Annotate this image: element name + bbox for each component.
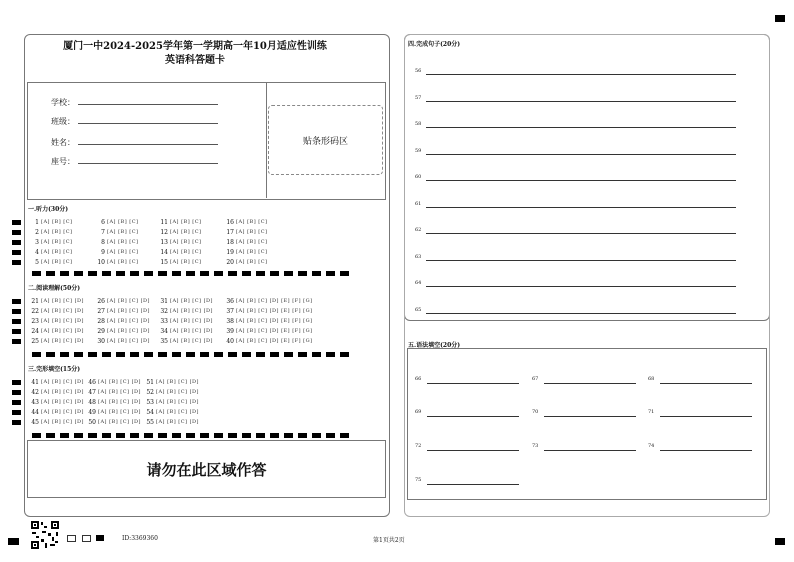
dash-segment bbox=[130, 433, 139, 438]
answer-options[interactable]: [A] [B] [C] [D] bbox=[41, 318, 84, 324]
question-number: 3 bbox=[35, 239, 39, 246]
barcode-area: 贴条形码区 bbox=[268, 105, 383, 175]
answer-options[interactable]: [A] [B] [C] [D] [E] [F] [G] bbox=[236, 318, 313, 324]
seat-label: 座号： bbox=[51, 157, 75, 166]
answer-options[interactable]: [A] [B] [C] [D] bbox=[107, 328, 150, 334]
question-number: 47 bbox=[88, 389, 96, 396]
question-number: 31 bbox=[160, 298, 168, 305]
answer-options[interactable]: [A] [B] [C] [D] bbox=[107, 298, 150, 304]
question-number: 15 bbox=[160, 259, 168, 266]
question-number: 43 bbox=[31, 399, 39, 406]
dash-segment bbox=[214, 271, 223, 276]
answer-options[interactable]: [A] [B] [C] [D] bbox=[170, 308, 213, 314]
dash-segment bbox=[172, 271, 181, 276]
dash-segment bbox=[284, 271, 293, 276]
school-label: 学校： bbox=[51, 98, 75, 107]
question-number: 30 bbox=[97, 338, 105, 345]
answer-options[interactable]: [A] [B] [C] bbox=[170, 239, 202, 245]
sentence-number: 59 bbox=[415, 147, 422, 154]
answer-options[interactable]: [A] [B] [C] bbox=[107, 259, 139, 265]
sentence-number: 57 bbox=[415, 94, 422, 101]
question-number: 49 bbox=[88, 409, 96, 416]
grammar-number: 68 bbox=[648, 376, 655, 382]
dash-segment bbox=[172, 433, 181, 438]
exam-title: 厦门一中2024-2025学年第一学期高一年10月适应性训练 bbox=[63, 41, 327, 52]
question-number: 12 bbox=[160, 229, 168, 236]
answer-options[interactable]: [A] [B] [C] [D] bbox=[41, 338, 84, 344]
timing-mark bbox=[12, 250, 21, 255]
dash-segment bbox=[270, 352, 279, 357]
dash-segment bbox=[186, 433, 195, 438]
answer-options[interactable]: [A] [B] [C] bbox=[170, 219, 202, 225]
dash-segment bbox=[60, 352, 69, 357]
question-number: 51 bbox=[146, 379, 154, 386]
dash-segment bbox=[172, 352, 181, 357]
answer-options[interactable]: [A] [B] [C] [D] bbox=[41, 389, 84, 395]
info-divider bbox=[266, 82, 267, 198]
dash-segment bbox=[116, 433, 125, 438]
dash-separator bbox=[32, 352, 349, 357]
dash-segment bbox=[46, 271, 55, 276]
question-number: 13 bbox=[160, 239, 168, 246]
seat-line[interactable] bbox=[78, 163, 218, 164]
right-panel bbox=[404, 34, 770, 517]
name-label: 姓名： bbox=[51, 138, 75, 147]
answer-options[interactable]: [A] [B] [C] [D] [E] [F] [G] bbox=[236, 338, 313, 344]
question-number: 20 bbox=[226, 259, 234, 266]
question-number: 33 bbox=[160, 318, 168, 325]
dash-segment bbox=[144, 433, 153, 438]
dash-segment bbox=[102, 271, 111, 276]
dash-segment bbox=[256, 271, 265, 276]
answer-options[interactable]: [A] [B] [C] bbox=[236, 259, 268, 265]
grammar-number: 70 bbox=[532, 409, 539, 415]
dash-segment bbox=[88, 352, 97, 357]
dash-segment bbox=[298, 352, 307, 357]
class-line[interactable] bbox=[78, 123, 218, 124]
dash-segment bbox=[60, 433, 69, 438]
dash-segment bbox=[242, 271, 251, 276]
grammar-number: 72 bbox=[415, 443, 422, 449]
question-number: 10 bbox=[97, 259, 105, 266]
question-number: 23 bbox=[31, 318, 39, 325]
question-number: 14 bbox=[160, 249, 168, 256]
dash-segment bbox=[326, 271, 335, 276]
dash-segment bbox=[298, 433, 307, 438]
answer-options[interactable]: [A] [B] [C] [D] bbox=[170, 328, 213, 334]
dash-segment bbox=[256, 352, 265, 357]
answer-options[interactable]: [A] [B] [C] [D] bbox=[107, 308, 150, 314]
registration-mark bbox=[8, 538, 19, 545]
sentence-number: 64 bbox=[415, 280, 422, 286]
answer-options[interactable]: [A] [B] [C] bbox=[107, 229, 139, 235]
answer-options[interactable]: [A] [B] [C] [D] bbox=[107, 338, 150, 344]
timing-mark bbox=[12, 260, 21, 265]
answer-options[interactable]: [A] [B] [C] bbox=[41, 259, 73, 265]
question-number: 37 bbox=[226, 308, 234, 315]
question-number: 25 bbox=[31, 338, 39, 345]
question-number: 50 bbox=[88, 419, 96, 426]
sentence-number: 65 bbox=[415, 306, 422, 313]
answer-options[interactable]: [A] [B] [C] [D] bbox=[98, 379, 141, 385]
dash-segment bbox=[228, 271, 237, 276]
question-number: 21 bbox=[31, 298, 39, 305]
dash-segment bbox=[312, 352, 321, 357]
dash-segment bbox=[242, 433, 251, 438]
answer-options[interactable]: [A] [B] [C] [D] bbox=[170, 338, 213, 344]
answer-options[interactable]: [A] [B] [C] bbox=[41, 219, 73, 225]
answer-options[interactable]: [A] [B] [C] [D] bbox=[98, 409, 141, 415]
answer-options[interactable]: [A] [B] [C] [D] bbox=[41, 419, 84, 425]
dash-segment bbox=[144, 352, 153, 357]
question-number: 1 bbox=[35, 219, 39, 226]
dash-segment bbox=[200, 352, 209, 357]
section-grammar-title: 五.语法填空(20分) bbox=[408, 342, 461, 349]
dash-segment bbox=[284, 433, 293, 438]
answer-options[interactable]: [A] [B] [C] bbox=[170, 249, 202, 255]
question-number: 34 bbox=[160, 328, 168, 335]
dash-segment bbox=[88, 433, 97, 438]
answer-options[interactable]: [A] [B] [C] bbox=[41, 229, 73, 235]
dash-segment bbox=[256, 433, 265, 438]
question-number: 39 bbox=[226, 328, 234, 335]
dash-separator bbox=[32, 271, 349, 276]
dash-segment bbox=[102, 433, 111, 438]
answer-options[interactable]: [A] [B] [C] [D] bbox=[41, 379, 84, 385]
timing-mark bbox=[12, 400, 21, 405]
section-sentences-title: 四.完成句子(20分) bbox=[408, 41, 461, 48]
answer-options[interactable]: [A] [B] [C] bbox=[236, 219, 268, 225]
question-number: 8 bbox=[101, 239, 105, 246]
dash-segment bbox=[340, 352, 349, 357]
dash-segment bbox=[32, 433, 41, 438]
answer-options[interactable]: [A] [B] [C] [D] bbox=[98, 389, 141, 395]
question-number: 27 bbox=[97, 308, 105, 315]
dash-segment bbox=[228, 433, 237, 438]
question-number: 32 bbox=[160, 308, 168, 315]
dash-segment bbox=[60, 271, 69, 276]
answer-options[interactable]: [A] [B] [C] [D] bbox=[170, 298, 213, 304]
answer-options[interactable]: [A] [B] [C] [D] bbox=[41, 399, 84, 405]
answer-options[interactable]: [A] [B] [C] [D] [E] [F] [G] bbox=[236, 298, 313, 304]
section-cloze-title: 三.完形填空(15分) bbox=[28, 366, 81, 373]
question-number: 4 bbox=[35, 249, 39, 256]
timing-mark bbox=[12, 319, 21, 324]
answer-options[interactable]: [A] [B] [C] [D] bbox=[107, 318, 150, 324]
dash-segment bbox=[186, 271, 195, 276]
dash-segment bbox=[130, 271, 139, 276]
dash-segment bbox=[32, 352, 41, 357]
answer-options[interactable]: [A] [B] [C] bbox=[236, 249, 268, 255]
dash-segment bbox=[298, 271, 307, 276]
question-number: 19 bbox=[226, 249, 234, 256]
answer-options[interactable]: [A] [B] [C] [D] bbox=[98, 399, 141, 405]
dash-segment bbox=[214, 433, 223, 438]
section-listening-title: 一.听力(30分) bbox=[28, 206, 69, 213]
grammar-number: 69 bbox=[415, 409, 422, 415]
question-number: 42 bbox=[31, 389, 39, 396]
timing-mark bbox=[12, 380, 21, 385]
question-number: 22 bbox=[31, 308, 39, 315]
grammar-number: 73 bbox=[532, 443, 539, 449]
answer-options[interactable]: [A] [B] [C] [D] bbox=[156, 379, 199, 385]
dash-segment bbox=[340, 271, 349, 276]
dash-segment bbox=[130, 352, 139, 357]
timing-mark bbox=[12, 420, 21, 425]
dash-segment bbox=[326, 433, 335, 438]
grammar-number: 66 bbox=[415, 376, 422, 382]
question-number: 18 bbox=[226, 239, 234, 246]
answer-options[interactable]: [A] [B] [C] [D] bbox=[41, 298, 84, 304]
question-number: 17 bbox=[226, 229, 234, 236]
dash-segment bbox=[102, 352, 111, 357]
question-number: 5 bbox=[35, 259, 39, 266]
grammar-number: 67 bbox=[532, 376, 539, 382]
dash-segment bbox=[326, 352, 335, 357]
checkbox-square bbox=[67, 535, 76, 542]
answer-options[interactable]: [A] [B] [C] [D] bbox=[98, 419, 141, 425]
question-number: 29 bbox=[97, 328, 105, 335]
dash-segment bbox=[158, 271, 167, 276]
answer-options[interactable]: [A] [B] [C] [D] [E] [F] [G] bbox=[236, 308, 313, 314]
question-number: 54 bbox=[146, 409, 154, 416]
question-number: 41 bbox=[31, 379, 39, 386]
answer-options[interactable]: [A] [B] [C] [D] bbox=[41, 328, 84, 334]
dash-segment bbox=[46, 433, 55, 438]
page-number: 第1页共2页 bbox=[373, 537, 405, 544]
dash-segment bbox=[270, 433, 279, 438]
timing-mark bbox=[12, 410, 21, 415]
question-number: 36 bbox=[226, 298, 234, 305]
card-id: ID:3369360 bbox=[122, 535, 158, 542]
answer-options[interactable]: [A] [B] [C] [D] bbox=[41, 409, 84, 415]
question-number: 53 bbox=[146, 399, 154, 406]
timing-mark bbox=[12, 240, 21, 245]
answer-options[interactable]: [A] [B] [C] [D] [E] [F] [G] bbox=[236, 328, 313, 334]
timing-mark bbox=[12, 220, 21, 225]
question-number: 26 bbox=[97, 298, 105, 305]
question-number: 44 bbox=[31, 409, 39, 416]
dash-segment bbox=[46, 352, 55, 357]
dash-segment bbox=[312, 433, 321, 438]
dash-segment bbox=[242, 352, 251, 357]
registration-mark bbox=[775, 15, 785, 22]
sentence-number: 56 bbox=[415, 68, 422, 74]
question-number: 46 bbox=[88, 379, 96, 386]
answer-options[interactable]: [A] [B] [C] bbox=[236, 229, 268, 235]
dash-segment bbox=[284, 352, 293, 357]
question-number: 9 bbox=[101, 249, 105, 256]
timing-mark bbox=[12, 390, 21, 395]
dash-segment bbox=[74, 271, 83, 276]
dash-segment bbox=[200, 271, 209, 276]
sentence-number: 60 bbox=[415, 174, 422, 180]
registration-mark bbox=[775, 538, 785, 545]
answer-options[interactable]: [A] [B] [C] [D] bbox=[156, 389, 199, 395]
answer-options[interactable]: [A] [B] [C] [D] bbox=[156, 399, 199, 405]
question-number: 35 bbox=[160, 338, 168, 345]
dash-segment bbox=[74, 352, 83, 357]
grammar-number: 75 bbox=[415, 477, 422, 483]
checkbox-square bbox=[82, 535, 91, 542]
dash-segment bbox=[116, 352, 125, 357]
question-number: 45 bbox=[31, 419, 39, 426]
question-number: 2 bbox=[35, 229, 39, 236]
timing-mark bbox=[12, 309, 21, 314]
answer-options[interactable]: [A] [B] [C] bbox=[236, 239, 268, 245]
filled-square bbox=[96, 535, 104, 541]
sentence-number: 61 bbox=[415, 200, 422, 207]
dash-segment bbox=[228, 352, 237, 357]
question-number: 38 bbox=[226, 318, 234, 325]
question-number: 55 bbox=[146, 419, 154, 426]
timing-mark bbox=[12, 329, 21, 334]
answer-options[interactable]: [A] [B] [C] bbox=[41, 239, 73, 245]
question-number: 52 bbox=[146, 389, 154, 396]
qr-code-icon bbox=[30, 520, 60, 550]
grammar-number: 74 bbox=[648, 443, 655, 449]
school-line[interactable] bbox=[78, 104, 218, 105]
answer-options[interactable]: [A] [B] [C] [D] bbox=[41, 308, 84, 314]
answer-options[interactable]: [A] [B] [C] bbox=[170, 259, 202, 265]
answer-options[interactable]: [A] [B] [C] [D] bbox=[170, 318, 213, 324]
dash-separator bbox=[32, 433, 349, 438]
dash-segment bbox=[158, 433, 167, 438]
answer-options[interactable]: [A] [B] [C] bbox=[170, 229, 202, 235]
sentence-number: 58 bbox=[415, 121, 422, 127]
answer-options[interactable]: [A] [B] [C] bbox=[41, 249, 73, 255]
timing-mark bbox=[12, 230, 21, 235]
question-number: 24 bbox=[31, 328, 39, 335]
question-number: 11 bbox=[160, 219, 168, 226]
dash-segment bbox=[340, 433, 349, 438]
timing-mark bbox=[12, 339, 21, 344]
exam-subtitle: 英语科答题卡 bbox=[165, 55, 225, 66]
question-number: 6 bbox=[101, 219, 105, 226]
answer-options[interactable]: [A] [B] [C] bbox=[107, 219, 139, 225]
dash-segment bbox=[144, 271, 153, 276]
sentence-number: 62 bbox=[415, 227, 422, 233]
section-reading-title: 二.阅读理解(50分) bbox=[28, 285, 81, 292]
dash-segment bbox=[32, 271, 41, 276]
question-number: 28 bbox=[97, 318, 105, 325]
sentence-number: 63 bbox=[415, 253, 422, 260]
answer-options[interactable]: [A] [B] [C] [D] bbox=[156, 419, 199, 425]
question-number: 16 bbox=[226, 219, 234, 226]
timing-mark bbox=[12, 299, 21, 304]
dash-segment bbox=[88, 271, 97, 276]
class-label: 班级： bbox=[51, 117, 75, 126]
dash-segment bbox=[200, 433, 209, 438]
no-write-area: 请勿在此区域作答 bbox=[27, 440, 386, 498]
name-line[interactable] bbox=[78, 144, 218, 145]
dash-segment bbox=[214, 352, 223, 357]
answer-options[interactable]: [A] [B] [C] bbox=[107, 239, 139, 245]
answer-options[interactable]: [A] [B] [C] bbox=[107, 249, 139, 255]
dash-segment bbox=[270, 271, 279, 276]
dash-segment bbox=[186, 352, 195, 357]
dash-segment bbox=[312, 271, 321, 276]
grammar-number: 71 bbox=[648, 409, 655, 415]
dash-segment bbox=[116, 271, 125, 276]
dash-segment bbox=[74, 433, 83, 438]
question-number: 40 bbox=[226, 338, 234, 345]
question-number: 7 bbox=[101, 229, 105, 236]
answer-options[interactable]: [A] [B] [C] [D] bbox=[156, 409, 199, 415]
dash-segment bbox=[158, 352, 167, 357]
question-number: 48 bbox=[88, 399, 96, 406]
